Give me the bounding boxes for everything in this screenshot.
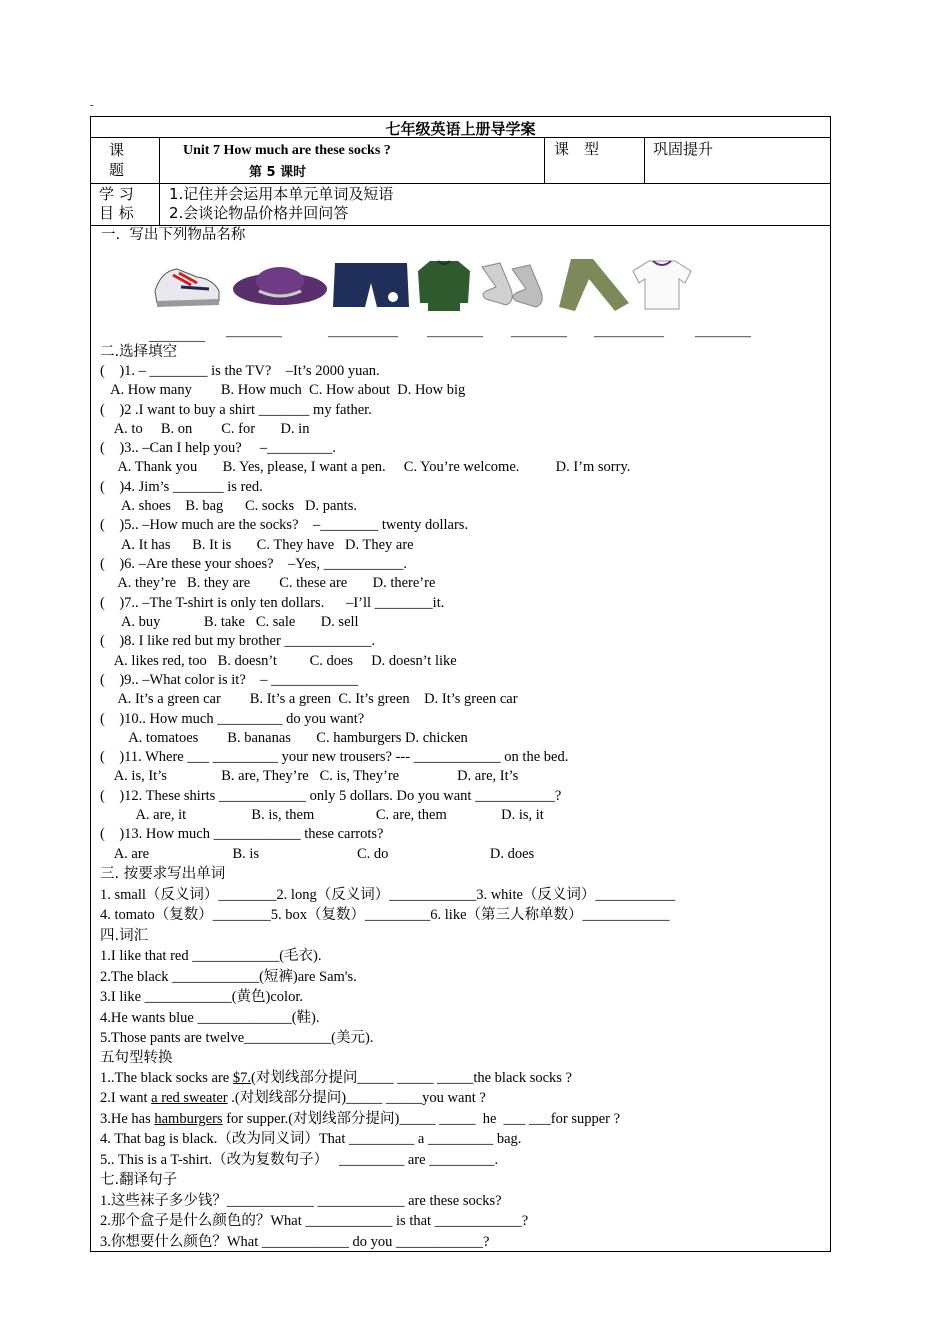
- options-line: A. likes red, too B. doesn’t C. does D. doesn’t like: [100, 653, 457, 669]
- transform-text: 1..The black socks are: [100, 1070, 233, 1086]
- question-line: ( )11. Where ___ _________ your new trousers? --- ____________ on the bed.: [100, 749, 569, 765]
- options-line: A. It’s a green car B. It’s a green C. It’s green D. It’s green car: [100, 691, 518, 707]
- question-line: ( )4. Jim’s _______ is red.: [100, 479, 263, 495]
- type-label: 课 型: [554, 140, 600, 158]
- vocab-line: 5.Those pants are twelve____________(美元).: [100, 1030, 374, 1046]
- options-line: A. is, It’s B. are, They’re C. is, They’re D. are, It’s: [100, 768, 519, 784]
- sneakers-icon: [151, 257, 223, 313]
- answer-blank[interactable]: ————: [427, 329, 483, 344]
- unit-title: Unit 7 How much are these socks ?: [183, 143, 391, 158]
- options-line: A. to B. on C. for D. in: [100, 421, 310, 437]
- question-line: ( )1. – ________ is the TV? –It’s 2000 yuan.: [100, 363, 380, 379]
- section3-heading: 三. 按要求写出单词: [100, 866, 226, 882]
- goal-item: 1.记住并会运用本单元单词及短语: [169, 185, 394, 203]
- answer-blank[interactable]: ————: [511, 329, 567, 344]
- answer-blank[interactable]: ————: [695, 329, 751, 344]
- answer-blank[interactable]: ________: [149, 329, 205, 344]
- question-line: ( )3.. –Can I help you? –_________.: [100, 440, 336, 456]
- underlined-phrase: hamburgers: [154, 1111, 223, 1127]
- answer-blank[interactable]: —————: [594, 329, 664, 344]
- options-line: A. are, it B. is, them C. are, them D. is, it: [100, 807, 544, 823]
- options-line: A. Thank you B. Yes, please, I want a pen. C. You’re welcome. D. I’m sorry.: [100, 459, 631, 475]
- options-line: A. buy B. take C. sale D. sell: [100, 614, 359, 630]
- translate-line: 1.这些袜子多少钱？____________ ____________ are these socks?: [100, 1193, 502, 1209]
- underlined-phrase: a red sweater: [151, 1090, 228, 1106]
- question-line: ( )10.. How much _________ do you want?: [100, 711, 365, 727]
- word-form-line: 4. tomato（复数）________5. box（复数）_________6. like（第三人称单数）____________: [100, 907, 670, 923]
- word-form-line: 1. small（反义词）________2. long（反义词）____________3. white（反义词）___________: [100, 887, 676, 903]
- transform-text: for supper.(对划线部分提问)_____ _____ he ___ ___for supper ?: [222, 1111, 621, 1127]
- socks-icon: [476, 257, 554, 313]
- translate-line: 3.你想要什么颜色？What ____________ do you ____________?: [100, 1234, 490, 1250]
- section5-heading: 五句型转换: [100, 1050, 173, 1066]
- question-line: ( )2 .I want to buy a shirt _______ my father.: [100, 402, 372, 418]
- question-line: ( )7.. –The T-shirt is only ten dollars. –I’ll ________it.: [100, 595, 445, 611]
- transform-line: 4. That bag is black.（改为同义词）That _________ a _________ bag.: [100, 1131, 522, 1147]
- vocab-line: 2.The black ____________(短裤)are Sam's.: [100, 969, 357, 985]
- question-line: ( )8. I like red but my brother ____________.: [100, 633, 376, 649]
- section4-heading: 四.词汇: [100, 928, 149, 944]
- transform-text: (对划线部分提问_____ _____ _____the black socks ?: [251, 1070, 572, 1086]
- hat-icon: [231, 257, 329, 313]
- page-mark: -: [90, 100, 94, 111]
- vocab-line: 3.I like ____________(黄色)color.: [100, 989, 303, 1005]
- shorts-icon: [331, 257, 411, 313]
- vocab-line: 1.I like that red ____________(毛衣).: [100, 948, 322, 964]
- tshirt-icon: [631, 257, 693, 313]
- answer-blank[interactable]: —————: [328, 329, 398, 344]
- options-line: A. shoes B. bag C. socks D. pants.: [100, 498, 357, 514]
- options-line: A. How many B. How much C. How about D. How big: [100, 382, 466, 398]
- question-line: ( )13. How much ____________ these carrots?: [100, 826, 384, 842]
- sweater-icon: [416, 257, 472, 313]
- transform-text: .(对划线部分提问)_____ _____you want ?: [227, 1090, 486, 1106]
- question-line: ( )12. These shirts ____________ only 5 dollars. Do you want ___________?: [100, 788, 562, 804]
- col-divider: [159, 137, 160, 225]
- section7-heading: 七.翻译句子: [100, 1172, 178, 1188]
- question-line: ( )9.. –What color is it? – ____________: [100, 672, 359, 688]
- transform-line: [100, 1110, 620, 1129]
- lesson-number: 第 5 课时: [249, 165, 307, 180]
- transform-line: [100, 1089, 486, 1108]
- transform-text: 2.I want: [100, 1090, 152, 1106]
- transform-line: 5.. This is a T-shirt.（改为复数句子） _________ are _________.: [100, 1152, 499, 1168]
- transform-line: [100, 1069, 572, 1088]
- section1-heading: 一. 写出下列物品名称: [101, 227, 246, 243]
- options-line: A. tomatoes B. bananas C. hamburgers D. chicken: [100, 730, 468, 746]
- options-line: A. It has B. It is C. They have D. They are: [100, 537, 414, 553]
- row-divider: [91, 183, 830, 184]
- type-value: 巩固提升: [653, 140, 714, 158]
- vocab-line: 4.He wants blue _____________(鞋).: [100, 1010, 320, 1026]
- col-divider: [544, 137, 545, 183]
- course-label: 课 题: [109, 141, 125, 179]
- translate-line: 2.那个盒子是什么颜色的？What ____________ is that ____________?: [100, 1213, 529, 1229]
- question-line: ( )5.. –How much are the socks? –________ twenty dollars.: [100, 517, 469, 533]
- question-line: ( )6. –Are these your shoes? –Yes, ___________.: [100, 556, 408, 572]
- trousers-icon: [553, 257, 631, 313]
- answer-blank[interactable]: ————: [226, 329, 282, 344]
- transform-text: 3.He has: [100, 1111, 155, 1127]
- section2-heading: 二.选择填空: [100, 344, 178, 360]
- col-divider: [644, 137, 645, 183]
- options-line: A. they’re B. they are C. these are D. there’re: [100, 575, 436, 591]
- underlined-phrase: $7.: [232, 1070, 251, 1086]
- options-line: A. are B. is C. do D. does: [100, 846, 535, 862]
- goal-item: 2.会谈论物品价格并回问答: [169, 204, 349, 222]
- page-title: 七年级英语上册导学案: [385, 120, 536, 138]
- goals-label: 学 习 目 标: [99, 185, 134, 222]
